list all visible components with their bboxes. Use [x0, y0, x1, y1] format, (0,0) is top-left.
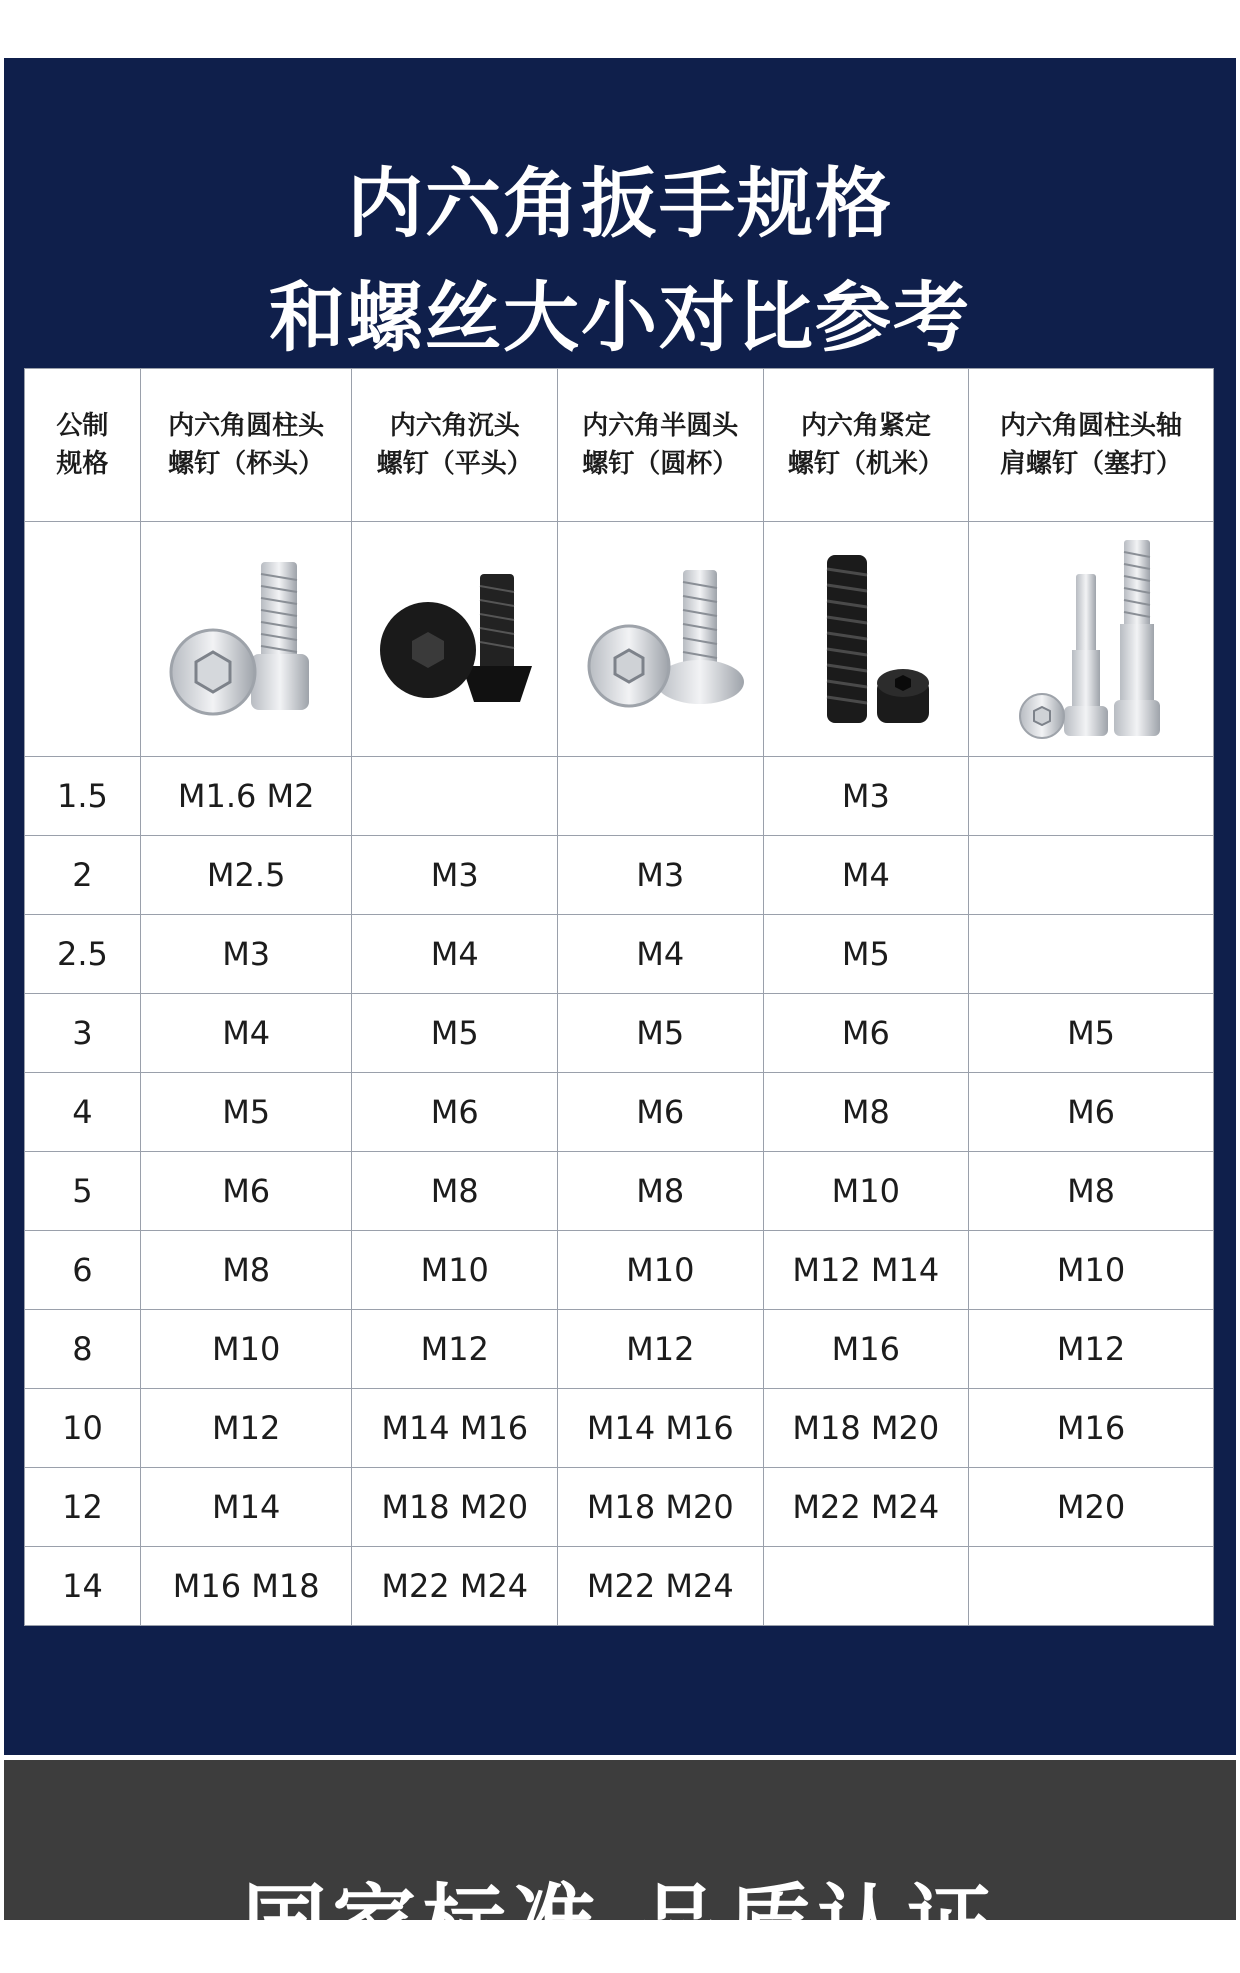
screw-size-cell: M5: [558, 994, 764, 1073]
table-row: [25, 1152, 1214, 1231]
header-metric: 公制 规格: [25, 369, 141, 522]
screw-size-cell: M5: [140, 1073, 352, 1152]
wrench-size-cell: 2.5: [25, 915, 141, 994]
screw-size-cell: [558, 757, 764, 836]
footer-panel: [4, 1760, 1236, 1973]
screw-size-cell: M4: [140, 994, 352, 1073]
screw-size-cell: M3: [352, 836, 558, 915]
image-cell-button: [558, 522, 764, 757]
screw-size-cell: M6: [140, 1152, 352, 1231]
screw-size-cell: M8: [969, 1152, 1214, 1231]
header-row: [25, 369, 1214, 522]
screw-size-cell: M22 M24: [352, 1547, 558, 1626]
screw-size-cell: M12 M14: [763, 1231, 969, 1310]
button-head-screw-icon: [575, 554, 745, 724]
header-shoulder-screw: 内六角圆柱头轴 肩螺钉（塞打）: [969, 369, 1214, 522]
screw-size-cell: M16 M18: [140, 1547, 352, 1626]
screw-size-cell: [969, 915, 1214, 994]
socket-head-cap-screw-icon: [161, 554, 331, 724]
screw-size-cell: M8: [763, 1073, 969, 1152]
screw-size-cell: M2.5: [140, 836, 352, 915]
image-cell-cap: [140, 522, 352, 757]
wrench-size-cell: 2: [25, 836, 141, 915]
page-title-line1: 内六角扳手规格: [347, 159, 893, 248]
wrench-size-cell: 5: [25, 1152, 141, 1231]
table-row: [25, 1468, 1214, 1547]
screw-size-cell: M4: [558, 915, 764, 994]
wrench-size-cell: 14: [25, 1547, 141, 1626]
screw-size-cell: M3: [140, 915, 352, 994]
header-cap-screw: 内六角圆柱头 螺钉（杯头）: [140, 369, 352, 522]
wrench-size-cell: 6: [25, 1231, 141, 1310]
shoulder-screw-icon: [1006, 534, 1176, 744]
screw-size-cell: M4: [352, 915, 558, 994]
screw-size-cell: M10: [352, 1231, 558, 1310]
header-set-screw: 内六角紧定 螺钉（机米）: [763, 369, 969, 522]
screw-size-cell: M1.6 M2: [140, 757, 352, 836]
set-screw-icon: [781, 549, 951, 729]
screw-size-cell: M18 M20: [763, 1389, 969, 1468]
image-cell-countersunk: [352, 522, 558, 757]
screw-size-cell: M18 M20: [558, 1468, 764, 1547]
screw-size-cell: M20: [969, 1468, 1214, 1547]
image-row: [25, 522, 1214, 757]
header-button-head: 内六角半圆头 螺钉（圆杯）: [558, 369, 764, 522]
image-cell-empty: [25, 522, 141, 757]
screw-size-cell: [352, 757, 558, 836]
table-row: [25, 1310, 1214, 1389]
screw-size-cell: M18 M20: [352, 1468, 558, 1547]
screw-size-cell: [763, 1547, 969, 1626]
table-row: [25, 1073, 1214, 1152]
table-row: [25, 1547, 1214, 1626]
screw-size-cell: M12: [140, 1389, 352, 1468]
screw-size-cell: M10: [558, 1231, 764, 1310]
screw-size-cell: M8: [558, 1152, 764, 1231]
screw-size-cell: M6: [969, 1073, 1214, 1152]
wrench-size-cell: 12: [25, 1468, 141, 1547]
screw-size-cell: M6: [763, 994, 969, 1073]
image-cell-set: [763, 522, 969, 757]
wrench-size-cell: 10: [25, 1389, 141, 1468]
screw-size-cell: M10: [140, 1310, 352, 1389]
screw-size-cell: M5: [352, 994, 558, 1073]
screw-size-cell: M6: [558, 1073, 764, 1152]
spec-table: [24, 368, 1214, 1626]
table-row: [25, 915, 1214, 994]
screw-size-cell: M22 M24: [558, 1547, 764, 1626]
table-row: [25, 994, 1214, 1073]
screw-size-cell: M12: [969, 1310, 1214, 1389]
screw-size-cell: [969, 1547, 1214, 1626]
screw-size-cell: [969, 836, 1214, 915]
screw-size-cell: M3: [763, 757, 969, 836]
table-row: [25, 1389, 1214, 1468]
screw-size-cell: M10: [763, 1152, 969, 1231]
screw-size-cell: M22 M24: [763, 1468, 969, 1547]
wrench-size-cell: 8: [25, 1310, 141, 1389]
table-row: [25, 757, 1214, 836]
screw-size-cell: M12: [352, 1310, 558, 1389]
footer-text: 国家标准 品质认证: [242, 1875, 998, 1973]
screw-size-cell: M5: [969, 994, 1214, 1073]
screw-size-cell: M16: [969, 1389, 1214, 1468]
screw-size-cell: M3: [558, 836, 764, 915]
screw-size-cell: M12: [558, 1310, 764, 1389]
screw-size-cell: M4: [763, 836, 969, 915]
screw-size-cell: M16: [763, 1310, 969, 1389]
header-countersunk: 内六角沉头 螺钉（平头）: [352, 369, 558, 522]
screw-size-cell: M6: [352, 1073, 558, 1152]
table-row: [25, 836, 1214, 915]
wrench-size-cell: 1.5: [25, 757, 141, 836]
screw-size-cell: M8: [352, 1152, 558, 1231]
wrench-size-cell: 4: [25, 1073, 141, 1152]
screw-size-cell: M10: [969, 1231, 1214, 1310]
table-row: [25, 1231, 1214, 1310]
page-title-line2: 和螺丝大小对比参考: [269, 273, 971, 362]
screw-size-cell: M14: [140, 1468, 352, 1547]
countersunk-screw-icon: [370, 554, 540, 724]
screw-size-cell: M14 M16: [352, 1389, 558, 1468]
wrench-size-cell: 3: [25, 994, 141, 1073]
screw-size-cell: M8: [140, 1231, 352, 1310]
screw-size-cell: M14 M16: [558, 1389, 764, 1468]
screw-size-cell: M5: [763, 915, 969, 994]
image-cell-shoulder: [969, 522, 1214, 757]
screw-size-cell: [969, 757, 1214, 836]
